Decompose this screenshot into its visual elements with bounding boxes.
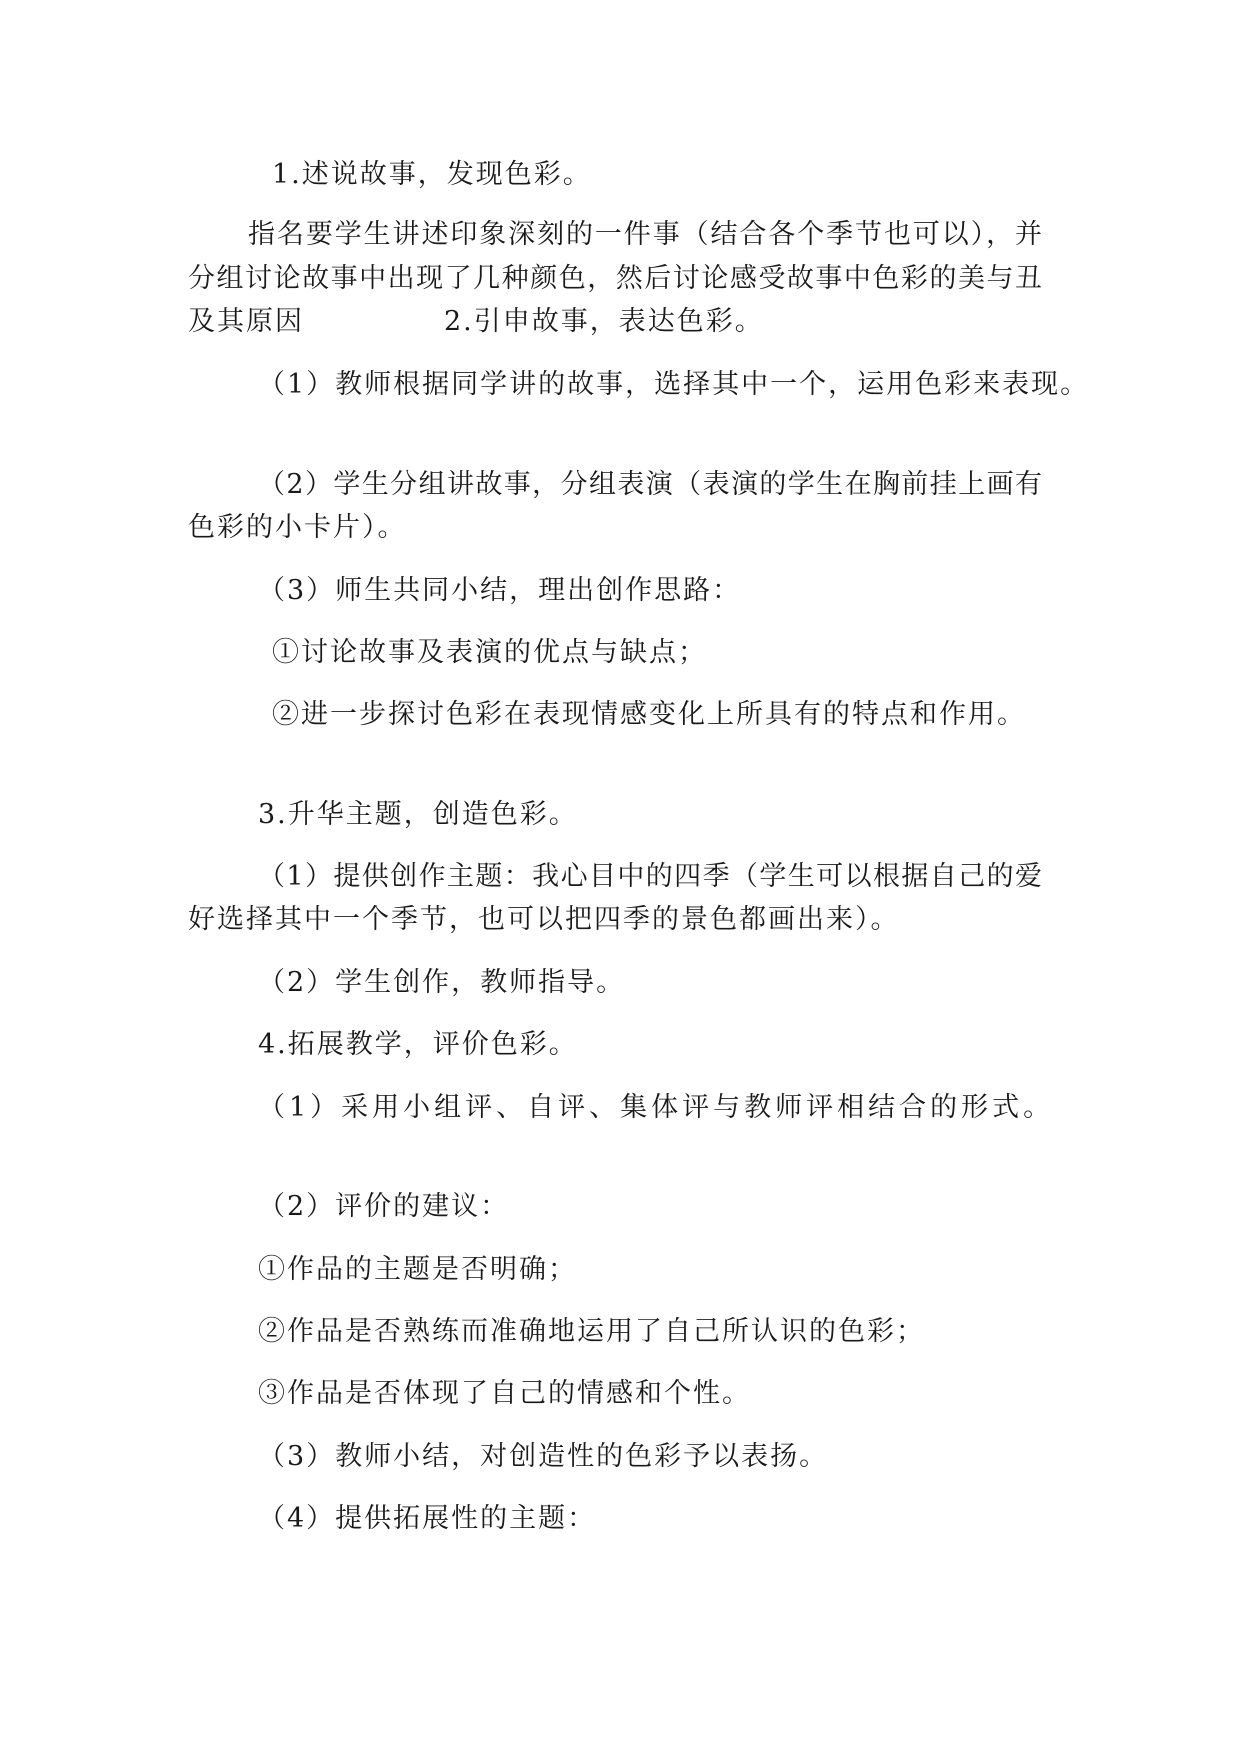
paragraph-line: （3）师生共同小结，理出创作思路： bbox=[258, 575, 742, 606]
paragraph-line: 色彩的小卡片）。 bbox=[188, 512, 407, 543]
paragraph-line: 指名要学生讲述印象深刻的一件事（结合各个季节也可以），并 bbox=[248, 219, 1043, 250]
paragraph-line: （1）采用小组评、自评、集体评与教师评相结合的形式。 bbox=[258, 1092, 1055, 1123]
list-item: ②作品是否熟练而准确地运用了自己所认识的色彩； bbox=[258, 1316, 925, 1347]
paragraph-line: 好选择其中一个季节，也可以把四季的景色都画出来）。 bbox=[188, 904, 900, 935]
list-item: ①作品的主题是否明确； bbox=[258, 1254, 577, 1285]
section-heading-1: 1.述说故事，发现色彩。 bbox=[272, 159, 592, 190]
paragraph-line: （1）提供创作主题：我心目中的四季（学生可以根据自己的爱 bbox=[258, 861, 1043, 892]
paragraph-line: 及其原因 bbox=[188, 306, 304, 337]
section-heading-4: 4.拓展教学，评价色彩。 bbox=[258, 1029, 578, 1060]
paragraph-line: （3）教师小结，对创造性的色彩予以表扬。 bbox=[258, 1441, 829, 1472]
paragraph-line: 分组讨论故事中出现了几种颜色，然后讨论感受故事中色彩的美与丑 bbox=[188, 263, 1043, 294]
list-item: ①讨论故事及表演的优点与缺点； bbox=[272, 637, 707, 668]
paragraph-line: （2）评价的建议： bbox=[258, 1191, 510, 1222]
list-item: ②进一步探讨色彩在表现情感变化上所具有的特点和作用。 bbox=[272, 699, 1026, 730]
paragraph-line: （2）学生分组讲故事，分组表演（表演的学生在胸前挂上画有 bbox=[258, 469, 1043, 500]
list-item: ③作品是否体现了自己的情感和个性。 bbox=[258, 1378, 751, 1409]
paragraph-line: （1）教师根据同学讲的故事，选择其中一个，运用色彩来表现。 bbox=[258, 369, 1090, 400]
paragraph-line: （2）学生创作，教师指导。 bbox=[258, 967, 626, 998]
paragraph-line: （4）提供拓展性的主题： bbox=[258, 1503, 597, 1534]
section-heading-3: 3.升华主题，创造色彩。 bbox=[258, 799, 578, 830]
section-heading-2: 2.引申故事，表达色彩。 bbox=[444, 306, 764, 337]
